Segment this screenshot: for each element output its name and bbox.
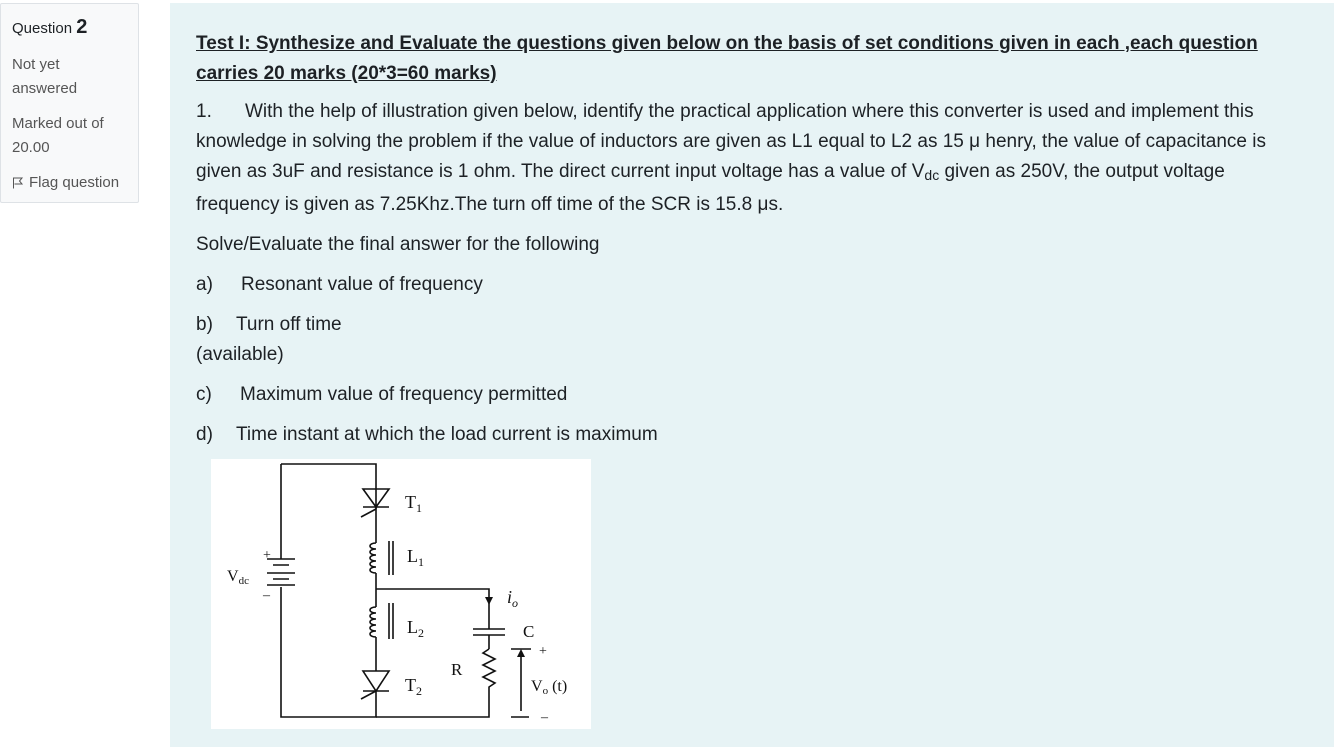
- question-info-panel: [0, 3, 139, 203]
- question-body-part2: given as 250V, the output voltage frequency is given as 7.25Khz.The turn off time of the SCR is 15.8 μs.: [196, 161, 1225, 215]
- output-terminal: [511, 649, 531, 717]
- question-state: Not yet answered: [12, 56, 78, 97]
- option-b: [196, 310, 1308, 370]
- resistor-r: [376, 649, 495, 717]
- flag-icon: [12, 177, 24, 189]
- label-t2: $T_2$: [405, 675, 422, 698]
- flag-question-label: Flag question: [29, 174, 120, 191]
- label-vo-plus: +: [539, 644, 547, 659]
- question-title: Test I: Synthesize and Evaluate the questions given below on the basis of set conditions given in each ,each question carries 20 marks (20*3=60 marks): [196, 33, 1258, 84]
- option-text: Time instant at which the load current is maximum: [236, 424, 658, 445]
- flag-question-button[interactable]: [12, 174, 138, 191]
- option-label: b): [196, 314, 213, 335]
- option-text: Turn off time: [236, 314, 342, 335]
- label-vo: Vo (t): [531, 678, 568, 697]
- question-number: [12, 16, 138, 39]
- question-grade: [12, 112, 138, 160]
- option-label: a): [196, 274, 213, 295]
- question-number-value: 2: [76, 16, 88, 38]
- question-body: [196, 97, 1308, 220]
- circuit-svg: [211, 459, 591, 729]
- label-vo-minus: –: [541, 710, 548, 725]
- option-text: Maximum value of frequency permitted: [240, 384, 568, 405]
- option-c: [196, 380, 1308, 410]
- option-label: c): [196, 384, 212, 405]
- label-l1: $L_1$: [407, 546, 424, 569]
- label-c: C: [523, 622, 535, 641]
- io-arrow: [485, 597, 493, 605]
- left-wire: [281, 464, 376, 717]
- grade-label: Marked out of: [12, 115, 104, 132]
- option-label: d): [196, 424, 213, 445]
- label-l2: $L_2$: [407, 617, 424, 640]
- capacitor-c: [473, 605, 505, 649]
- label-r: R: [451, 660, 463, 679]
- midpoint-wire: [376, 589, 489, 605]
- option-text: Resonant value of frequency: [241, 274, 483, 295]
- label-vdc: Vdc: [227, 568, 249, 587]
- battery: [267, 559, 295, 585]
- label-io: $i_o$: [507, 587, 519, 610]
- question-text-area: [170, 3, 1334, 747]
- core-l2: [389, 603, 393, 639]
- label-vdc-plus: +: [263, 548, 271, 563]
- thyristor-t2: [361, 671, 389, 699]
- circuit-diagram: [211, 459, 591, 729]
- core-l1: [389, 541, 393, 575]
- option-d: [196, 420, 1308, 450]
- option-a: [196, 270, 1308, 300]
- label-vdc-minus: –: [263, 588, 270, 603]
- label-t1: $T_1$: [405, 492, 422, 515]
- inductor-l1: [370, 543, 376, 573]
- question-body-part1: With the help of illustration given below, identify the practical application where this converter is used and implement this knowledge in solving the problem if the value of inductors are given as L1 equal to L2 as 15 μ henry, the value of capacitance is given as 3uF and resistance is 1 ohm. The direct current input voltage has a value of V: [196, 101, 1266, 182]
- option-extra: (available): [196, 344, 284, 365]
- question-item-number: 1.: [196, 101, 212, 122]
- question-instruction: Solve/Evaluate the final answer for the following: [196, 234, 600, 255]
- grade-value: 20.00: [12, 139, 50, 156]
- top-wire: [281, 464, 376, 486]
- vo-arrow: [517, 649, 525, 657]
- inductor-l2: [370, 607, 376, 637]
- question-body-subscript: dc: [924, 167, 940, 183]
- thyristor-t1: [361, 486, 389, 517]
- question-label: Question: [12, 20, 73, 37]
